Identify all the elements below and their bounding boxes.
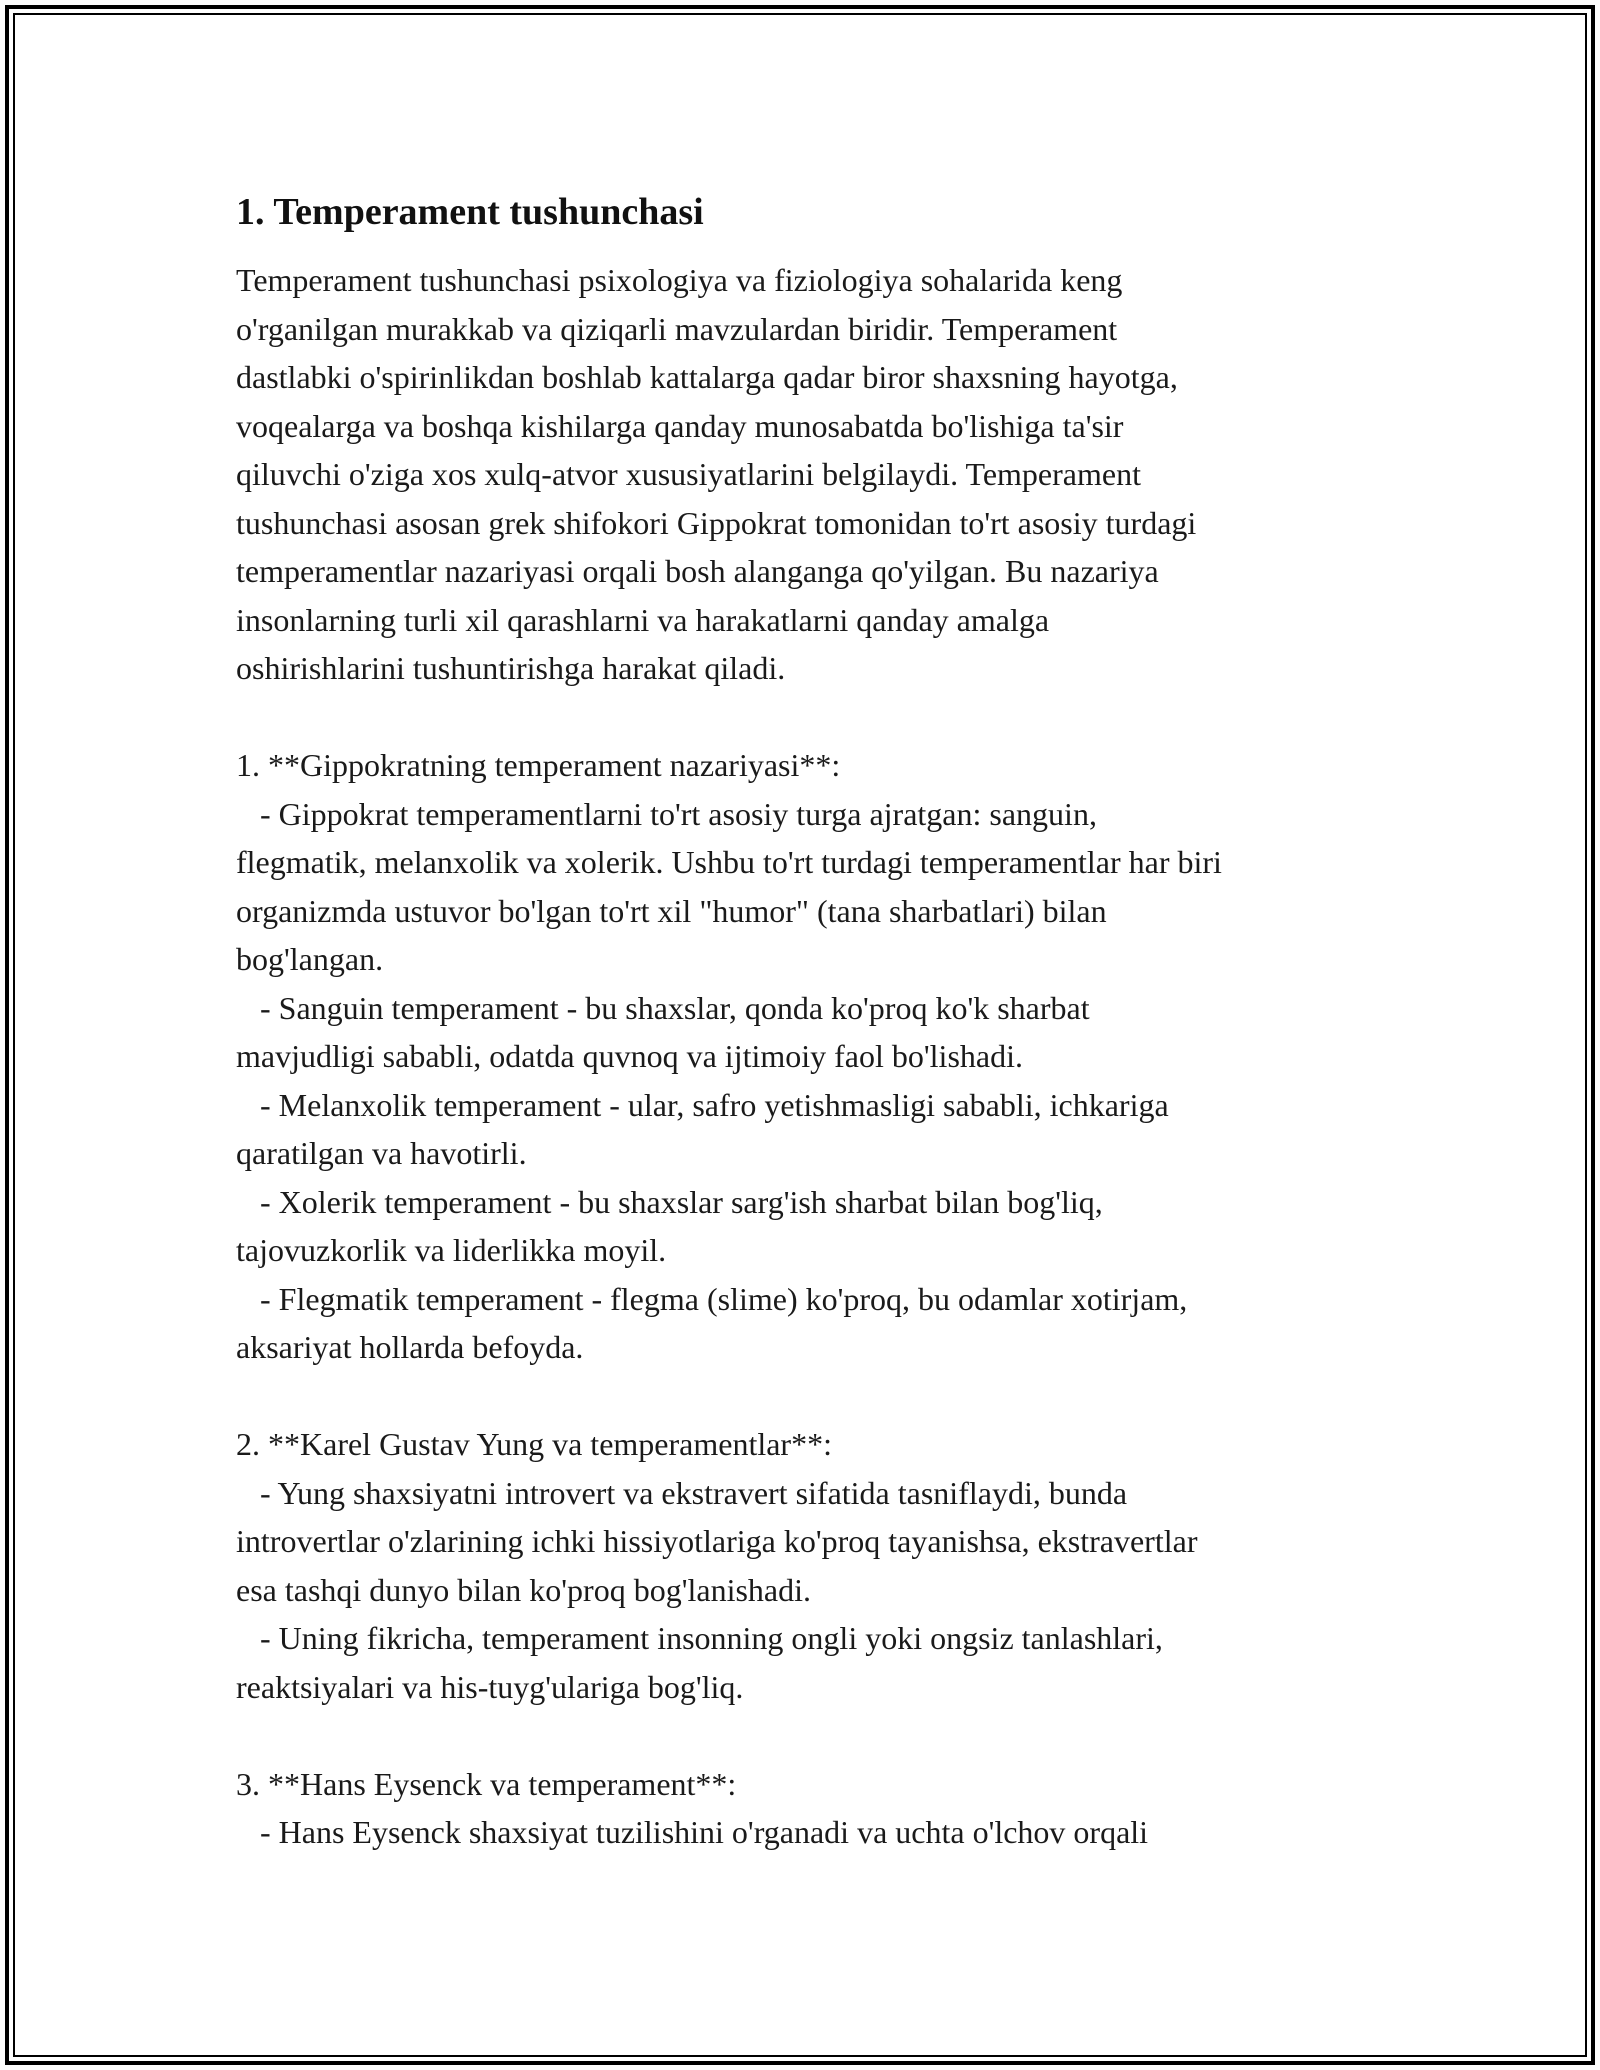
section-title: 2. **Karel Gustav Yung va temperamentlar**:	[236, 1426, 832, 1462]
section-gippokrat	[236, 741, 1386, 1372]
section-yung	[236, 1420, 1386, 1711]
section-title: 1. **Gippokratning temperament nazariyasi**:	[236, 747, 841, 783]
document-content	[236, 188, 1386, 1857]
section-eysenck	[236, 1760, 1386, 1857]
section-body: - Hans Eysenck shaxsiyat tuzilishini o'rganadi va uchta o'lchov orqali	[236, 1814, 1149, 1850]
intro-paragraph: Temperament tushunchasi psixologiya va fiziologiya sohalarida keng o'rganilgan murakkab va qiziqarli mavzulardan biridir. Temperament dastlabki o'spirinlikdan boshlab kattalarga qadar biror shaxsning hayotga, voqealarga va boshqa kishilarga qanday munosabatda bo'lishiga ta'sir qiluvchi o'ziga xos xulq-atvor xususiyatlarini belgilaydi. Temperament tushunchasi asosan grek shifokori Gippokrat tomonidan to'rt asosiy turdagi temperamentlar nazariyasi orqali bosh alanganga qo'yilgan. Bu nazariya insonlarning turli xil qarashlarni va harakatlarni qanday amalga oshirishlarini tushuntirishga harakat qiladi.	[236, 262, 1197, 686]
section-body: - Yung shaxsiyatni introvert va ekstravert sifatida tasniflaydi, bunda introvertlar o'zlarining ichki hissiyotlariga ko'proq tayanishsa, ekstravertlar esa tashqi dunyo bilan ko'proq bog'lanishadi. - Uning fikricha, temperament insonning ongli yoki ongsiz tanlashlari, reaktsiyalari va his-tuyg'ulariga bog'liq.	[236, 1474, 1198, 1705]
paragraph-spacer	[236, 1711, 1386, 1760]
section-body: - Gippokrat temperamentlarni to'rt asosiy turga ajratgan: sanguin, flegmatik, melanxolik va xolerik. Ushbu to'rt turdagi temperamentlar har biri organizmda ustuvor bo'lgan to'rt xil "humor" (tana sharbatlari) bilan bog'langan. - Sanguin temperament - bu shaxslar, qonda ko'proq ko'k sharbat mavjudligi sababli, odatda quvnoq va ijtimoiy faol bo'lishadi. - Melanxolik temperament - ular, safro yetishmasligi sababli, ichkariga qaratilgan va havotirli. - Xolerik temperament - bu shaxslar sarg'ish sharbat bilan bog'liq, tajovuzkorlik va liderlikka moyil. - Flegmatik temperament - flegma (slime) ko'proq, bu odamlar xotirjam, aksariyat hollarda befoyda.	[236, 795, 1222, 1365]
section-title: 3. **Hans Eysenck va temperament**:	[236, 1765, 737, 1802]
section-heading: 1. Temperament tushunchasi	[236, 191, 704, 233]
paragraph-spacer	[236, 1372, 1386, 1421]
paragraph-spacer	[236, 693, 1386, 742]
